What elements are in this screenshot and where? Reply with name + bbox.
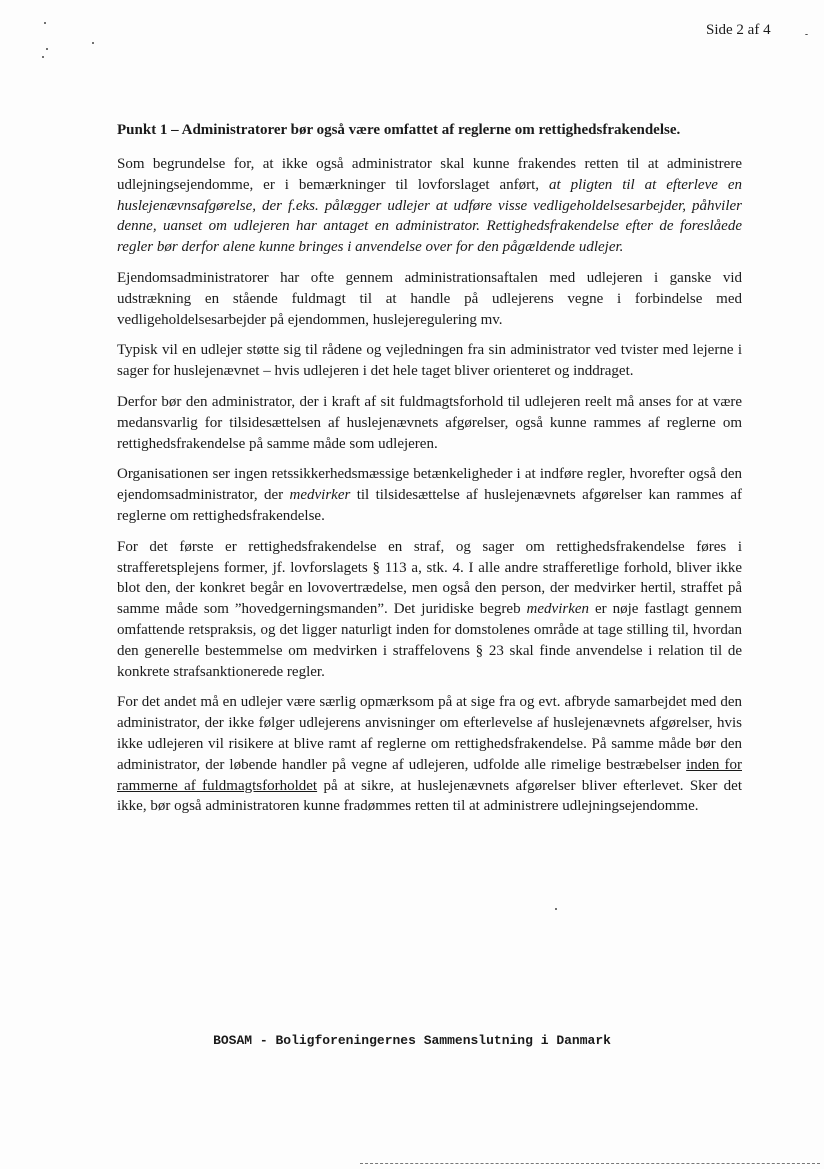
- paragraph-2: Ejendomsadministratorer har ofte gennem administrationsaftalen med udlejeren i ganske vid udstrækning en stående fuldmagt til at handle på udlejerens vegne i forbindelse med vedligeholdelsesarbejder på ejendommen, huslejeregulering mv.: [117, 269, 742, 328]
- scan-speck: [92, 42, 94, 44]
- paragraph-1-text: Som begrundelse for, at ikke også administrator skal kunne frakendes retten til at administrere udlejningsejendomme, er i bemærkninger til lovforslaget anført,: [117, 156, 742, 193]
- scan-speck: [555, 908, 557, 910]
- section-heading: Punkt 1 – Administratorer bør også være omfattet af reglerne om rettighedsfrakendelse.: [117, 122, 681, 138]
- paragraph-5-emphasis: medvirker: [289, 487, 351, 504]
- paragraph-1-quote: at pligten til at efterleve en huslejenævnsafgørelse, der f.eks. pålægger udlejer at udføre visse vedligeholdelsesarbejder, påhviler denne, uanset om udlejeren har antaget en administrator. Rettighedsfrakendelse efter de foreslåede regler bør derfor alene kunne bringes i anvendelse over for den pågældende udlejer.: [117, 176, 742, 256]
- footer-organization: BOSAM - Boligforeningernes Sammenslutning i Danmark: [213, 1033, 611, 1048]
- paragraph-7-text-a: For det andet må en udlejer være særlig opmærksom på at sige fra og evt. afbryde samarbejdet med den administrator, der ikke følger udlejerens anvisninger om efterlevelse af huslejenævnets afgørelser, hvis ikke udlejeren vil risikere at blive ramt af reglerne om rettighedsfrakendelse. På samme måde bør den administrator, der løbende handler på vegne af udlejeren, udfolde alle rimelige bestræbelser: [117, 694, 742, 773]
- paragraph-7: [117, 692, 742, 817]
- paragraph-6-text-a: For det første er rettighedsfrakendelse en straf, og sager om rettighedsfrakendelse føres i strafferetsplejens former, jf. lovforslagets § 113 a, stk. 4. I alle andre strafferetlige forhold, bliver ikke blot den, der konkret begår en lovovertrædelse, men også den person, der medvirker hertil, straffet på samme måde som ”hovedgerningsmanden”. Det juridiske begreb: [117, 538, 742, 618]
- scan-speck: [46, 48, 48, 50]
- paragraph-1: [117, 154, 742, 258]
- document-body: [117, 154, 742, 827]
- paragraph-7-text-b: på at sikre, at huslejenævnets afgørelser bliver efterlevet. Sker det ikke, bør også administratoren kunne fradømmes retten til at administrere udlejningsejendomme.: [117, 777, 742, 815]
- paragraph-5: [117, 464, 742, 526]
- paragraph-5-text-b: til tilsidesættelse af huslejenævnets afgørelser kan rammes af reglerne om rettighedsfrakendelse.: [117, 487, 742, 524]
- page-number: Side 2 af 4: [706, 22, 771, 38]
- paragraph-4: Derfor bør den administrator, der i kraft af sit fuldmagtsforhold til udlejeren reelt må anses for at være medansvarlig for tilsidesættelsen af huslejenævnets afgørelser, også kunne rammes af reglerne om rettighedsfrakendelse på samme måde som udlejeren.: [117, 393, 742, 452]
- scan-speck: [805, 34, 808, 35]
- paragraph-6: [117, 537, 742, 683]
- scan-speck: [42, 56, 44, 58]
- paragraph-5-text-a: Organisationen ser ingen retssikkerhedsmæssige betænkeligheder i at indføre regler, hvorefter også den ejendomsadministrator, der: [117, 466, 742, 504]
- scan-speck: [44, 22, 46, 24]
- paragraph-3: Typisk vil en udlejer støtte sig til rådene og vejledningen fra sin administrator ved tvister med lejerne i sager for huslejenævnet – hvis udlejeren i det hele taget bliver orienteret og inddraget.: [117, 342, 742, 380]
- page-bottom-rule: [360, 1163, 820, 1164]
- paragraph-6-emphasis: medvirken: [526, 601, 590, 618]
- paragraph-6-text-b: er nøje fastlagt gennem omfattende retspraksis, og det ligger naturligt inden for domstolenes område at tage stilling til, hvordan den generelle bestemmelse om medvirken i straffelovens § 23 skal finde anvendelse i relation til de konkrete strafsanktionerede regler.: [117, 601, 742, 680]
- paragraph-7-underlined: inden for rammerne af fuldmagtsforholdet: [117, 756, 742, 794]
